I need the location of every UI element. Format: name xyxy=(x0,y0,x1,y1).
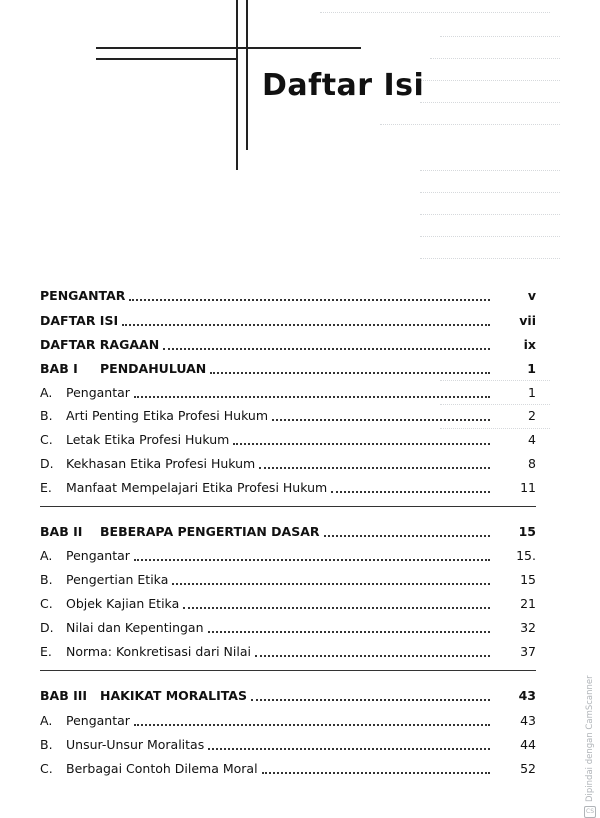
section-letter: B. xyxy=(40,408,53,423)
chapter-title: HAKIKAT MORALITAS xyxy=(100,688,247,703)
toc-entry-page: vii xyxy=(519,313,536,328)
section-title: Berbagai Contoh Dilema Moral xyxy=(66,761,258,776)
dot-leader xyxy=(183,607,490,609)
toc-entry-page: 2 xyxy=(528,408,536,423)
toc-entry-daftar-ragaan[interactable] xyxy=(40,335,536,353)
chapter-number: BAB II xyxy=(40,524,83,539)
dot-leader xyxy=(233,443,490,445)
dot-leader xyxy=(129,299,490,301)
decorative-vertical-line xyxy=(236,0,238,170)
toc-entry-page: 1 xyxy=(528,385,536,400)
toc-section-1d[interactable] xyxy=(40,454,536,472)
dot-leader xyxy=(163,348,490,350)
toc-section-1b[interactable] xyxy=(40,406,536,424)
dot-leader xyxy=(208,748,490,750)
dot-leader xyxy=(134,396,490,398)
toc-entry-pengantar[interactable] xyxy=(40,286,536,304)
toc-section-2c[interactable] xyxy=(40,594,536,612)
section-title: Unsur-Unsur Moralitas xyxy=(66,737,205,752)
section-title: Letak Etika Profesi Hukum xyxy=(66,432,230,447)
toc-entry-page: 21 xyxy=(520,596,536,611)
section-letter: D. xyxy=(40,620,54,635)
dot-leader xyxy=(208,631,490,633)
chapter-number: BAB I xyxy=(40,361,78,376)
toc-entry-label: PENGANTAR xyxy=(40,288,126,303)
dot-leader xyxy=(259,467,490,469)
dot-leader xyxy=(324,535,490,537)
toc-section-3c[interactable] xyxy=(40,759,536,777)
section-letter: C. xyxy=(40,432,53,447)
chapter-divider xyxy=(40,670,536,671)
toc-entry-page: 15 xyxy=(520,572,536,587)
section-title: Kekhasan Etika Profesi Hukum xyxy=(66,456,256,471)
section-title: Pengantar xyxy=(66,713,130,728)
section-letter: B. xyxy=(40,572,53,587)
section-title: Pengantar xyxy=(66,385,130,400)
dot-leader xyxy=(255,655,490,657)
section-title: Nilai dan Kepentingan xyxy=(66,620,204,635)
toc-section-1a[interactable] xyxy=(40,383,536,401)
section-title: Pengantar xyxy=(66,548,130,563)
toc-section-2a[interactable] xyxy=(40,546,536,564)
toc-section-3a[interactable] xyxy=(40,711,536,729)
watermark-text: Dipindai dengan CamScanner xyxy=(585,675,595,802)
section-title: Objek Kajian Etika xyxy=(66,596,180,611)
section-letter: E. xyxy=(40,644,52,659)
dot-leader xyxy=(134,559,490,561)
toc-entry-page: v xyxy=(527,288,536,303)
toc-section-1e[interactable] xyxy=(40,478,536,496)
dot-leader xyxy=(122,324,490,326)
section-title: Norma: Konkretisasi dari Nilai xyxy=(66,644,251,659)
section-letter: B. xyxy=(40,737,53,752)
toc-entry-page: 43 xyxy=(520,713,536,728)
chapter-divider xyxy=(40,506,536,507)
toc-entry-page: ix xyxy=(523,337,536,352)
section-title: Pengertian Etika xyxy=(66,572,169,587)
dot-leader xyxy=(331,491,490,493)
toc-section-2d[interactable] xyxy=(40,618,536,636)
toc-entry-page: 52 xyxy=(520,761,536,776)
dot-leader xyxy=(172,583,490,585)
dot-leader xyxy=(210,372,490,374)
toc-entry-page: 32 xyxy=(520,620,536,635)
toc-entry-page: 37 xyxy=(520,644,536,659)
toc-section-3b[interactable] xyxy=(40,735,536,753)
chapter-title: PENDAHULUAN xyxy=(100,361,207,376)
toc-entry-label: DAFTAR ISI xyxy=(40,313,119,328)
toc-entry-daftar-isi[interactable] xyxy=(40,311,536,329)
toc-entry-page: 8 xyxy=(528,456,536,471)
section-letter: C. xyxy=(40,596,53,611)
decorative-horizontal-line xyxy=(96,58,236,60)
section-letter: A. xyxy=(40,713,53,728)
section-letter: A. xyxy=(40,385,53,400)
dot-leader xyxy=(134,724,490,726)
page-title: Daftar Isi xyxy=(262,68,425,103)
chapter-title: BEBERAPA PENGERTIAN DASAR xyxy=(100,524,320,539)
toc-entry-page: 15. xyxy=(516,548,536,563)
toc-entry-page: 11 xyxy=(520,480,536,495)
scanner-watermark xyxy=(584,675,596,818)
toc-entry-page: 44 xyxy=(520,737,536,752)
toc-section-2e[interactable] xyxy=(40,642,536,660)
section-title: Manfaat Mempelajari Etika Profesi Hukum xyxy=(66,480,328,495)
toc-section-1c[interactable] xyxy=(40,430,536,448)
section-title: Arti Penting Etika Profesi Hukum xyxy=(66,408,269,423)
section-letter: D. xyxy=(40,456,54,471)
dot-leader xyxy=(251,699,490,701)
toc-chapter-bab-3[interactable] xyxy=(40,686,536,704)
section-letter: E. xyxy=(40,480,52,495)
decorative-horizontal-line xyxy=(96,47,361,49)
toc-entry-page: 43 xyxy=(518,688,536,703)
toc-entry-page: 4 xyxy=(528,432,536,447)
toc-chapter-bab-2[interactable] xyxy=(40,522,536,540)
section-letter: C. xyxy=(40,761,53,776)
toc-entry-page: 15 xyxy=(518,524,536,539)
decorative-vertical-line xyxy=(246,0,248,150)
dot-leader xyxy=(272,419,490,421)
section-letter: A. xyxy=(40,548,53,563)
toc-section-2b[interactable] xyxy=(40,570,536,588)
dot-leader xyxy=(262,772,490,774)
toc-entry-label: DAFTAR RAGAAN xyxy=(40,337,160,352)
toc-entry-page: 1 xyxy=(527,361,536,376)
toc-chapter-bab-1[interactable] xyxy=(40,359,536,377)
camscanner-logo-icon: CS xyxy=(584,806,596,818)
chapter-number: BAB III xyxy=(40,688,88,703)
